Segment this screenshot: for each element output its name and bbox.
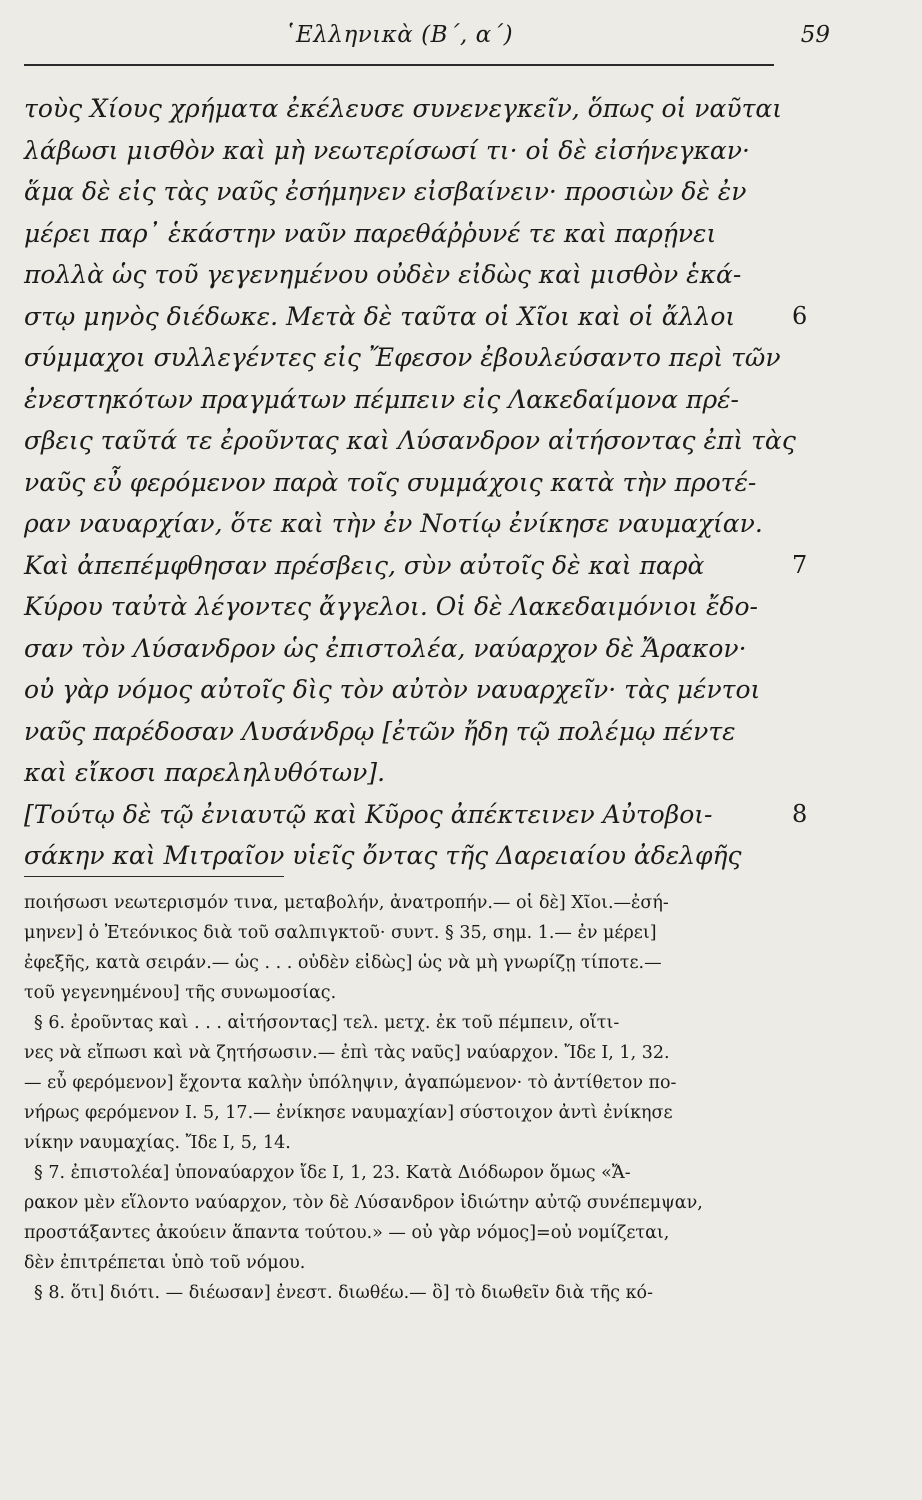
text-line [24,130,774,172]
text-line [24,586,774,628]
line-text: σάκην καὶ Μιτραῖον υἱεῖς ὄντας τῆς Δαρειαίου ἀδελφῆς [24,841,742,870]
text-line [24,711,774,753]
text-line [24,213,774,255]
line-text: ναῦς εὖ φερόμενον παρὰ τοῖς συμμάχοις κατὰ τὴν προτέ- [24,467,757,497]
footnote-rule [24,876,284,877]
line-text: ἐνεστηκότων πραγμάτων πέμπειν εἰς Λακεδαίμονα πρέ- [24,384,740,414]
text-line [24,420,796,462]
page-number: 59 [800,22,830,48]
section-number: 8 [792,799,808,828]
footnote-line: § 6. ἐροῦντας καὶ . . . αἰτήσοντας] τελ. μετχ. ἐκ τοῦ πέμπειν, οἵτι- [34,1013,620,1033]
line-text: ἅμα δὲ εἰς τὰς ναῦς ἐσήμηνεν εἰσβαίνειν· προσιὼν δὲ ἐν [24,177,747,206]
line-text: τοὺς Χίους χρήματα ἐκέλευσε συνενεγκεῖν, ὅπως οἱ ναῦται [24,94,783,123]
footnote-line: νήρως φερόμενον I. 5, 17.— ἐνίκησε ναυμαχίαν] σύστοιχον ἀντὶ ἐνίκησε [24,1103,673,1123]
line-text: ραν ναυαρχίαν, ὅτε καὶ τὴν ἐν Νοτίῳ ἐνίκησε ναυμαχίαν. [24,509,763,538]
footnotes [24,888,804,1308]
text-line [24,545,808,587]
line-text: στῳ μηνὸς διέδωκε. Μετὰ δὲ ταῦτα οἱ Χῖοι καὶ οἱ ἄλλοι [24,301,736,331]
footnote-line: § 8. ὅτι] διότι. — διέωσαν] ἐνεστ. διωθέω.— ὃ] τὸ διωθεῖν διὰ τῆς κό- [34,1283,653,1303]
text-line [24,669,774,711]
text-line [24,835,774,877]
line-text: σβεις ταῦτά τε ἐροῦντας καὶ Λύσανδρον αἰτήσοντας ἐπὶ τὰς [24,426,796,455]
running-title: ῾Ελληνικὰ (Β΄, α΄) [284,22,514,48]
line-text: Κύρου ταὐτὰ λέγοντες ἄγγελοι. Οἱ δὲ Λακεδαιμόνιοι ἔδο- [24,592,758,621]
line-text: ναῦς παρέδοσαν Λυσάνδρῳ [ἐτῶν ἤδη τῷ πολέμῳ πέντε [24,716,736,746]
line-text: καὶ εἴκοσι παρεληλυθότων]. [24,758,386,787]
text-line [24,503,774,545]
line-text: λάβωσι μισθὸν καὶ μὴ νεωτερίσωσί τι· οἱ δὲ εἰσήνεγκαν· [24,135,750,165]
footnote-line: ρακον μὲν εἵλοντο ναύαρχον, τὸν δὲ Λύσανδρον ἰδιώτην αὐτῷ συνέπεμψαν, [24,1193,703,1213]
footnote-line: νίκην ναυμαχίας. Ἴδε I, 5, 14. [24,1133,291,1153]
text-line [24,752,774,794]
page-header [24,22,830,62]
footnote-line: τοῦ γεγενημένου] τῆς συνωμοσίας. [24,983,337,1003]
footnote-line: προστάξαντες ἀκούειν ἅπαντα τούτου.» — οὐ γὰρ νόμος]=οὐ νομίζεται, [24,1223,670,1243]
text-line [24,88,783,130]
footnote-line: μηνεν] ὁ Ἐτεόνικος διὰ τοῦ σαλπιγκτοῦ· συντ. § 35, σημ. 1.— ἐν μέρει] [24,923,657,943]
footnote-line: ἐφεξῆς, κατὰ σειράν.— ὡς . . . οὐδὲν εἰδὼς] ὡς νὰ μὴ γνωρίζῃ τίποτε.— [24,953,662,973]
line-text: πολλὰ ὡς τοῦ γεγενημένου οὐδὲν εἰδὼς καὶ μισθὸν ἑκά- [24,260,742,289]
section-number: 6 [792,301,808,330]
footnote-line: ποιήσωσι νεωτερισμόν τινα, μεταβολήν, ἀνατροπήν.— οἱ δὲ] Χῖοι.—ἐσή- [24,893,669,913]
text-line [24,628,774,670]
footnote-line: νες νὰ εἴπωσι καὶ νὰ ζητήσωσιν.— ἐπὶ τὰς ναῦς] ναύαρχον. Ἴδε I, 1, 32. [24,1043,670,1063]
line-text: μέρει παρ᾽ ἑκάστην ναῦν παρεθάῤῥυνέ τε καὶ παρῄνει [24,218,717,248]
text-line [24,296,808,338]
section-number: 7 [792,550,808,579]
line-text: Καὶ ἀπεπέμφθησαν πρέσβεις, σὺν αὐτοῖς δὲ καὶ παρὰ [24,550,705,580]
text-line [24,462,774,504]
text-line [24,337,781,379]
text-line [24,379,774,421]
text-line [24,254,774,296]
text-line [24,794,808,836]
main-text [24,88,814,877]
line-text: σαν τὸν Λύσανδρον ὡς ἐπιστολέα, ναύαρχον δὲ Ἄρακον· [24,633,747,663]
text-line [24,171,774,213]
line-text: [Τούτῳ δὲ τῷ ἐνιαυτῷ καὶ Κῦρος ἀπέκτεινεν Αὐτοβοι- [24,799,713,829]
footnote-line: — εὖ φερόμενον] ἔχοντα καλὴν ὑπόληψιν, ἀγαπώμενον· τὸ ἀντίθετον πο- [24,1073,677,1093]
footnote-line: § 7. ἐπιστολέα] ὑποναύαρχον ἴδε I, 1, 23. Κατὰ Διόδωρον ὅμως «Ἄ- [34,1163,631,1183]
line-text: σύμμαχοι συλλεγέντες εἰς Ἔφεσον ἐβουλεύσαντο περὶ τῶν [24,343,781,372]
header-rule [24,64,774,66]
footnote-line: δὲν ἐπιτρέπεται ὑπὸ τοῦ νόμου. [24,1253,306,1273]
line-text: οὐ γὰρ νόμος αὐτοῖς δὶς τὸν αὐτὸν ναυαρχεῖν· τὰς μέντοι [24,675,761,704]
